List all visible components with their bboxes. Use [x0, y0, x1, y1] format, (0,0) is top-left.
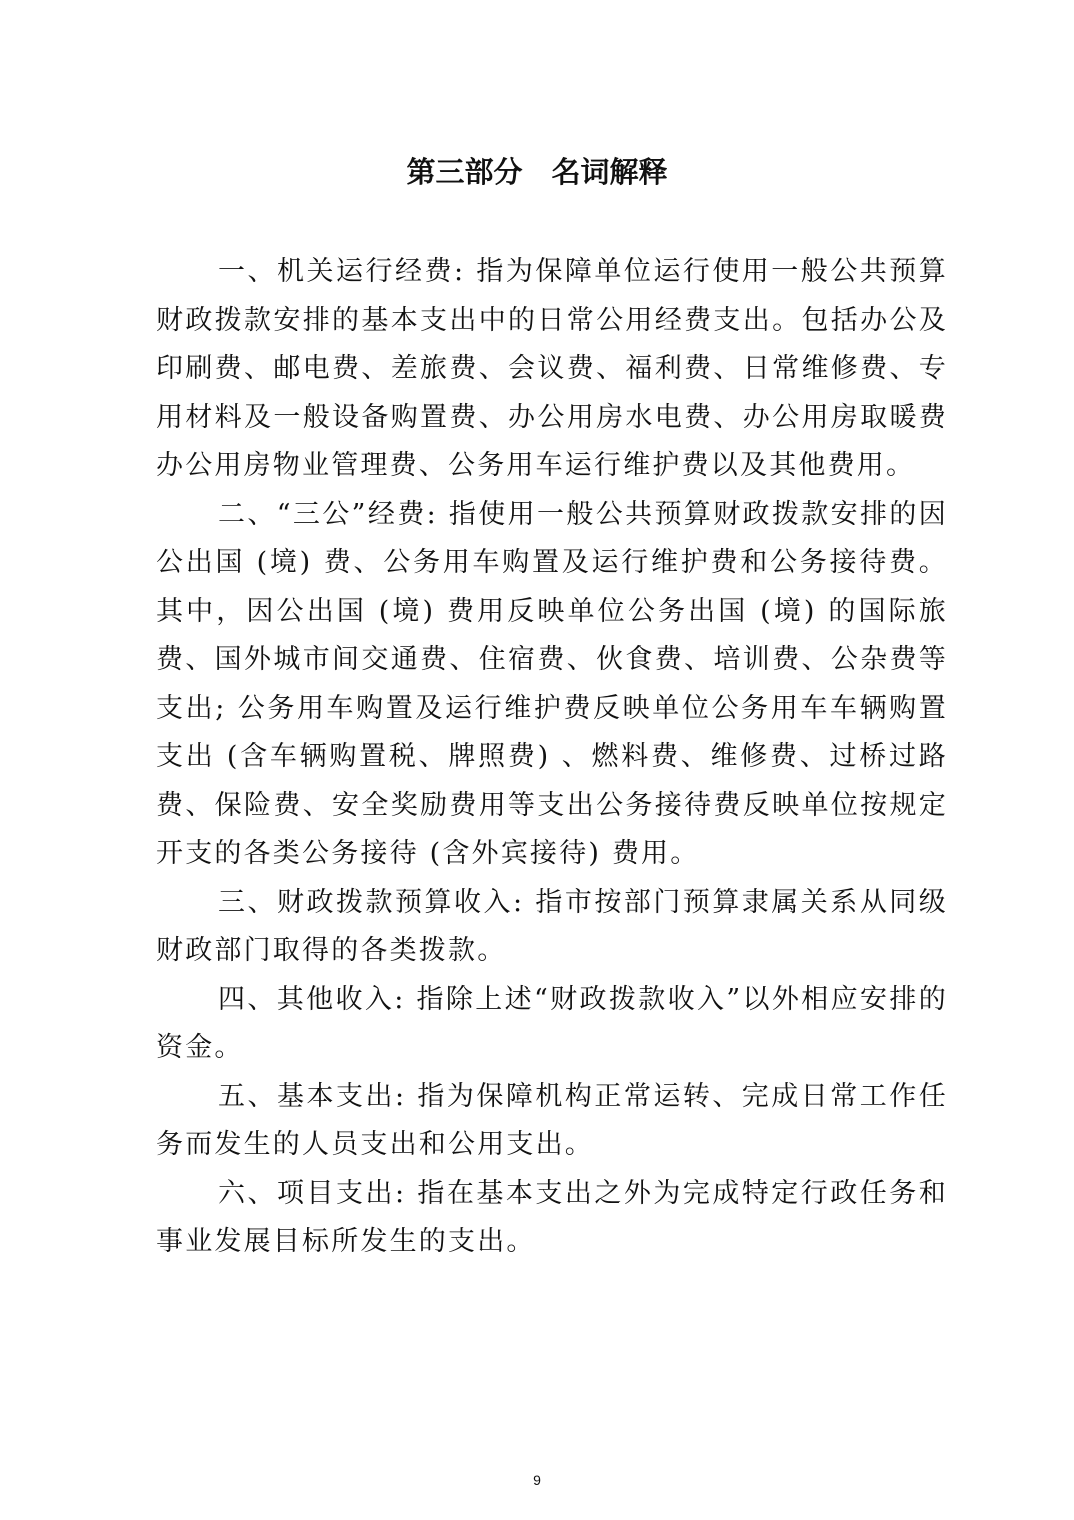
definition-paragraph-2: 二、“三公”经费: 指使用一般公共预算财政拨款安排的因公出国 (境) 费、公务用车购置及运行维护费和公务接待费。其中，因公出国 (境) 费用反映单位公务出国 (境) 的国际旅费、国外城市间交通费、住宿费、伙食费、培训费、公杂费等支出; 公务用车购置及运行维护费反映单位公务用车车辆购置支出 (含车辆购置税、牌照费) 、燃料费、维修费、过桥过路费、保险费、安全奖励费用等支出公务接待费反映单位按规定开支的各类公务接待 (含外宾接待) 费用。: [156, 498, 948, 869]
definition-paragraph-4: 四、其他收入: 指除上述“财政拨款收入”以外相应安排的资金。: [156, 983, 948, 1063]
definition-paragraph-6: 六、项目支出: 指在基本支出之外为完成特定行政任务和事业发展目标所发生的支出。: [156, 1177, 948, 1257]
section-title: 第三部分 名词解释: [406, 155, 668, 189]
definition-paragraph-5: 五、基本支出: 指为保障机构正常运转、完成日常工作任务而发生的人员支出和公用支出。: [156, 1080, 948, 1160]
definitions-body: [156, 248, 948, 1267]
definition-paragraph-1: 一、机关运行经费: 指为保障单位运行使用一般公共预算财政拨款安排的基本支出中的日常公用经费支出。包括办公及印刷费、邮电费、差旅费、会议费、福利费、日常维修费、专用材料及一般设备购置费、办公用房水电费、办公用房取暖费办公用房物业管理费、公务用车运行维护费以及其他费用。: [156, 256, 948, 481]
definition-paragraph-3: 三、财政拨款预算收入: 指市按部门预算隶属关系从同级财政部门取得的各类拨款。: [156, 886, 948, 966]
page-number: 9: [533, 1472, 541, 1488]
